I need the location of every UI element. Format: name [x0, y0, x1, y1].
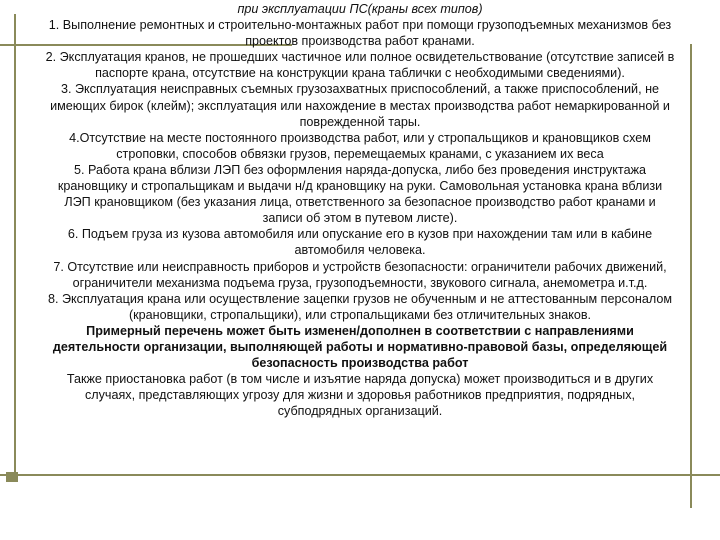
list-item-2: 2. Эксплуатация кранов, не прошедших частичное или полное освидетельствование (отсутствие записей в паспорте крана, отсутствие на конструкции крана таблички с необходимыми сведениями). — [45, 50, 675, 81]
closing-paragraph: Также приостановка работ (в том числе и изъятие наряда допуска) может производиться и в других случаях, представляющих угрозу для жизни и здоровья работников предприятия, подрядных, субподрядных организаций. — [66, 372, 654, 419]
frame-corner-block — [6, 472, 18, 482]
slide-content — [44, 1, 676, 419]
list-item-3: 3. Эксплуатация неисправных съемных грузозахватных приспособлений, а также приспособлений, не имеющих бирок (клейм); эксплуатация или нахождение в местах производства работ немаркированной и поврежденной тары. — [50, 82, 670, 129]
frame-left-line — [14, 14, 16, 476]
list-item-7: 7. Отсутствие или неисправность приборов и устройств безопасности: ограничители рабочих движений, ограничители механизма подъема груза, грузоподъемности, звукового сигнала, анемометра и.т.д. — [53, 259, 667, 290]
frame-right-line — [690, 44, 692, 508]
list-item-1: 1. Выполнение ремонтных и строительно-монтажных работ при помощи грузоподъемных механизмов без проектов производства работ кранами. — [48, 18, 672, 49]
list-item-8: 8. Эксплуатация крана или осуществление зацепки грузов не обученным и не аттестованным персоналом (крановщики, стропальщики), или стропальщиками без отличительных знаков. — [47, 291, 673, 322]
frame-bottom-line — [0, 474, 720, 476]
list-item-6: 6. Подъем груза из кузова автомобиля или опускание его в кузов при нахождении там или в кабине автомобиля человека. — [67, 227, 653, 258]
slide-title: при эксплуатации ПС(краны всех типов) — [237, 2, 483, 16]
list-item-5: 5. Работа крана вблизи ЛЭП без оформления наряда-допуска, либо без проведения инструктажа крановщику и стропальщикам и выдачи н/д крановщику на руки. Самовольная установка крана вблизи ЛЭП крановщиком (без указания лица, ответственного за безопасное производство работ кранами и записи об этом в путевом листе). — [57, 162, 663, 226]
bold-note: Примерный перечень может быть изменен/дополнен в соответствии с направлениями деятельности организации, выполняющей работы и нормативно-правовой базы, определяющей безопасность производства работ — [52, 323, 668, 371]
list-item-4: 4.Отсутствие на месте постоянного производства работ, или у стропальщиков и крановщиков схем строповки, способов обвязки грузов, перемещаемых кранами, с указанием их веса — [69, 130, 651, 161]
